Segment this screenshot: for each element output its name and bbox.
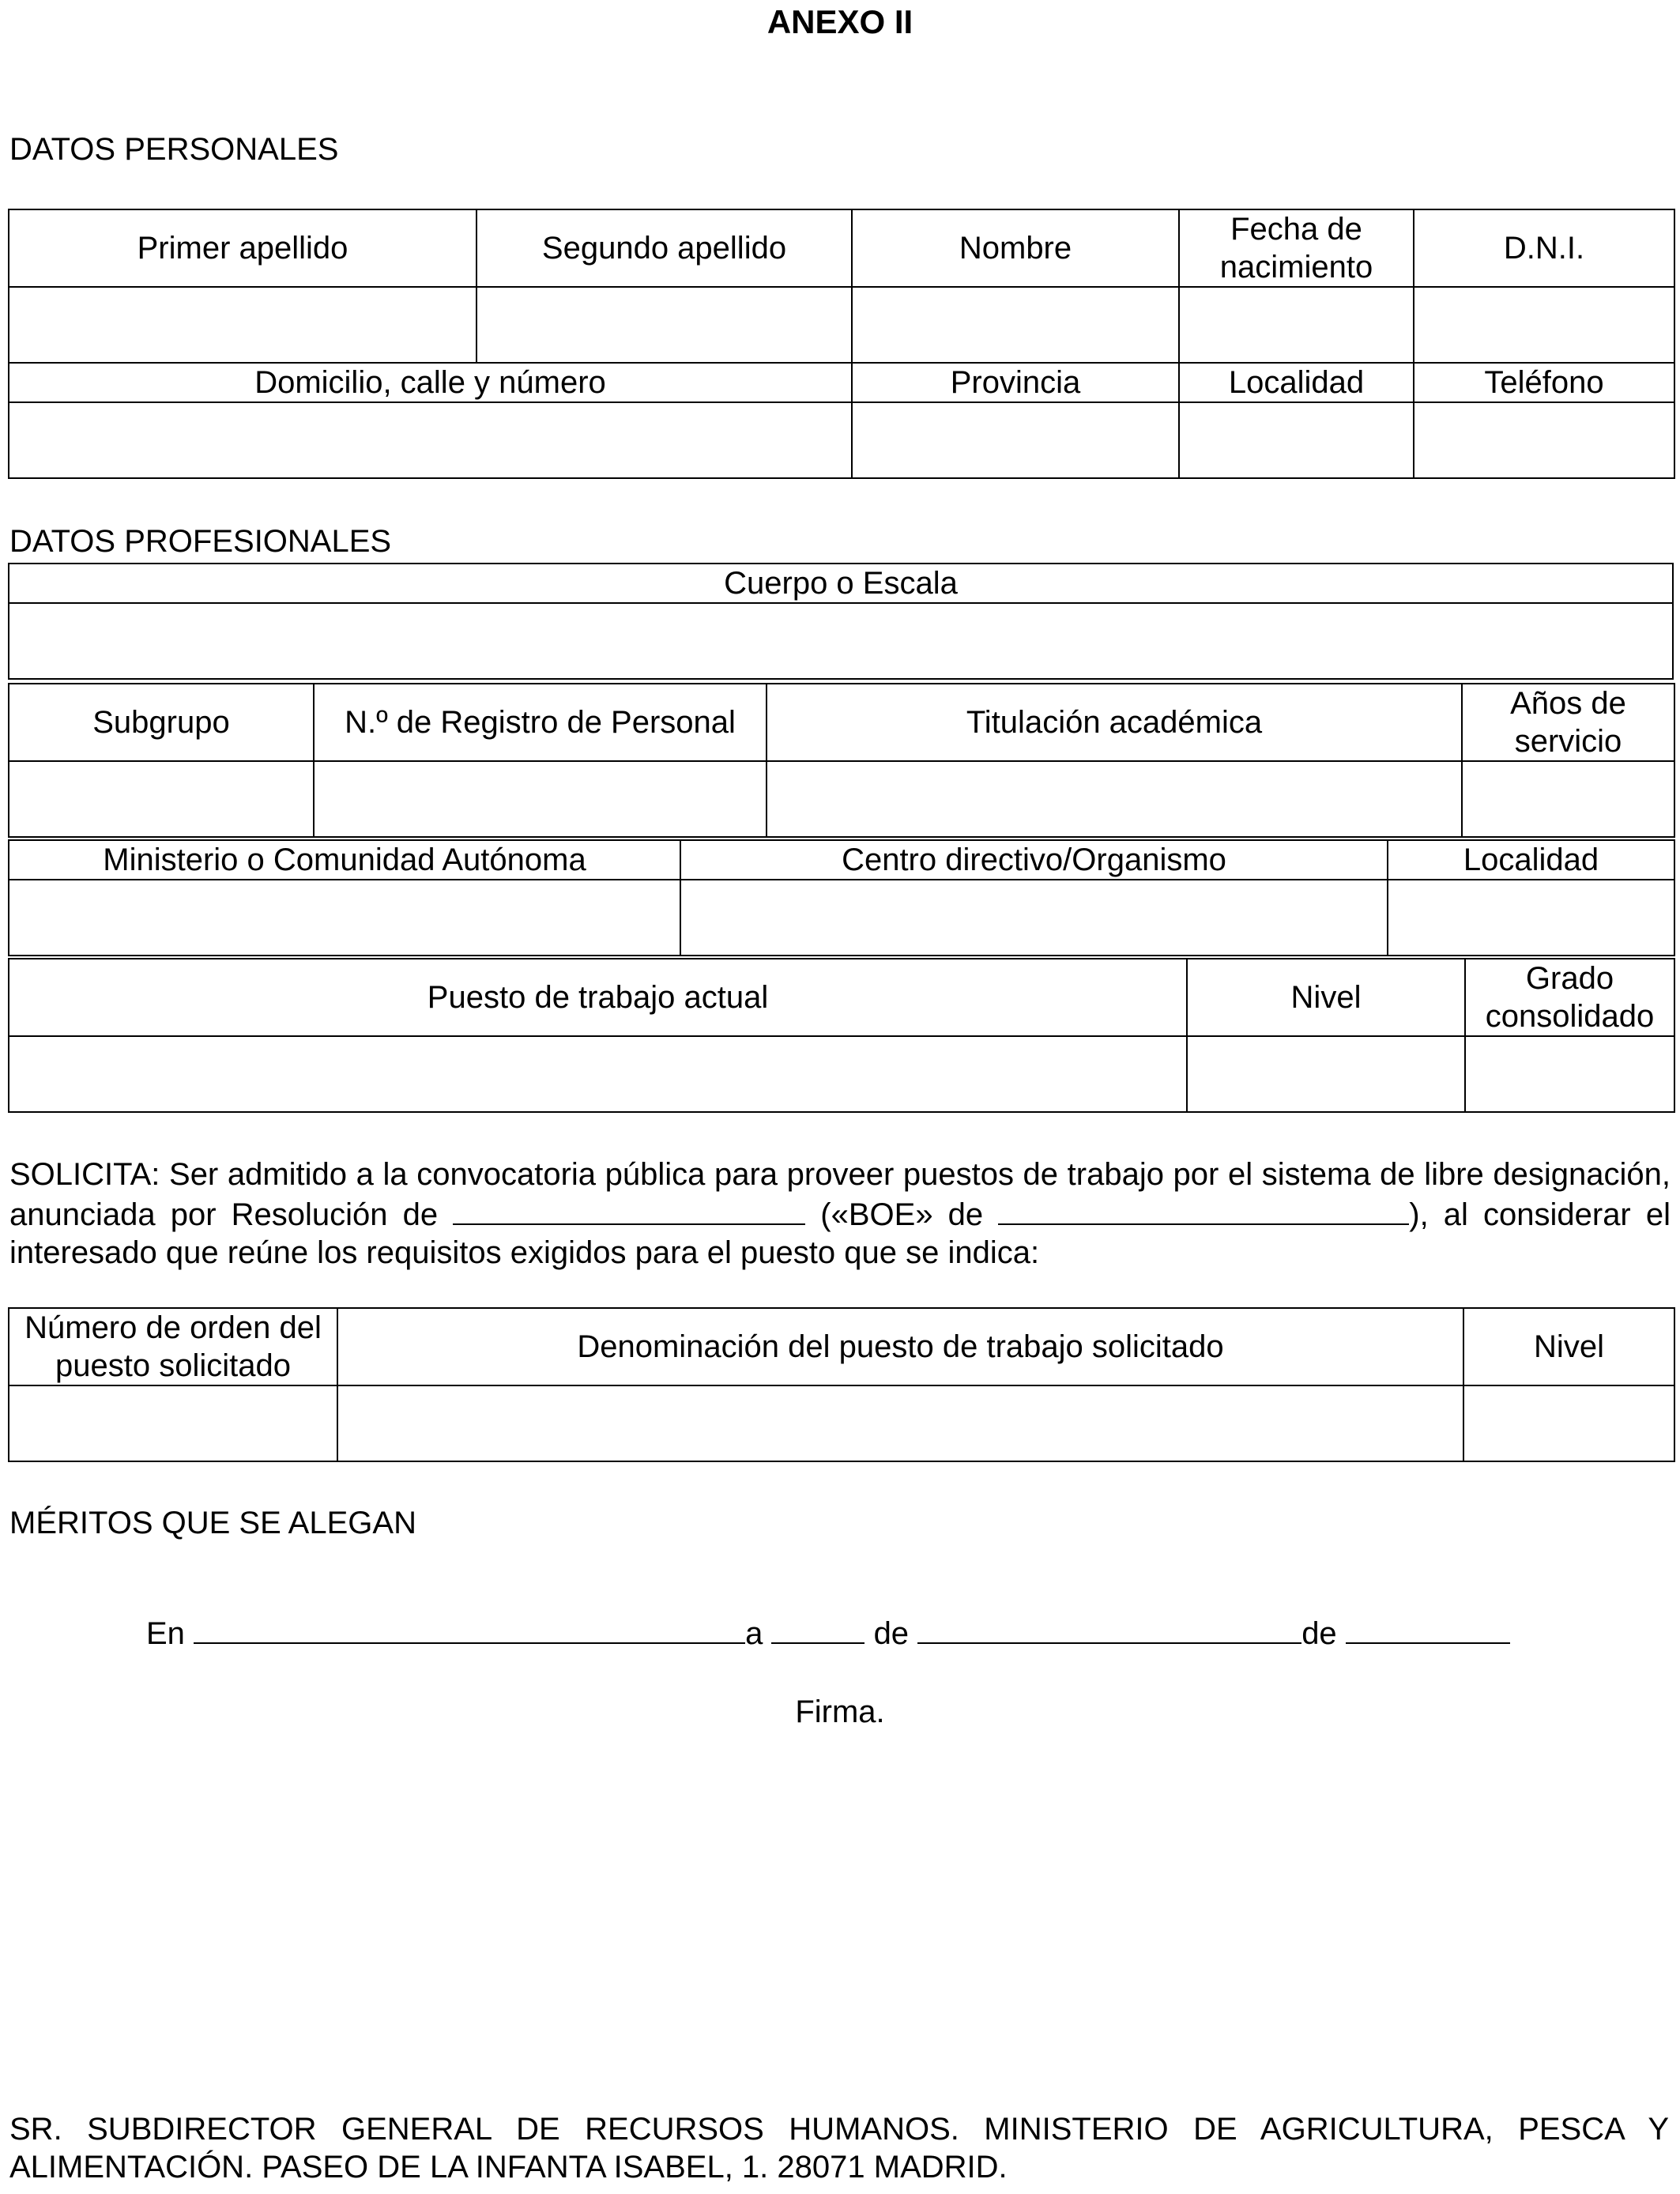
header-ministerio: Ministerio o Comunidad Autónoma: [9, 840, 680, 880]
professional-subgrupo-table: [8, 683, 1675, 838]
solicita-text-2: («BOE» de: [820, 1197, 984, 1232]
header-centro-directivo: Centro directivo/Organismo: [680, 840, 1388, 880]
date-de-label-2: de: [1301, 1616, 1337, 1651]
header-denominacion-puesto: Denominación del puesto de trabajo solicitado: [337, 1308, 1463, 1385]
field-anos-servicio[interactable]: [1462, 761, 1674, 837]
header-primer-apellido: Primer apellido: [9, 209, 477, 287]
header-dni: D.N.I.: [1414, 209, 1674, 287]
field-nombre[interactable]: [852, 287, 1179, 363]
header-puesto-actual: Puesto de trabajo actual: [9, 959, 1187, 1036]
header-localidad: Localidad: [1179, 363, 1414, 402]
puesto-solicitado-table: [8, 1307, 1675, 1462]
solicita-text-3: ), al considerar el interesado que reúne los requisitos exigidos para el puesto que se indica:: [9, 1197, 1671, 1270]
field-registro-personal[interactable]: [314, 761, 767, 837]
header-segundo-apellido: Segundo apellido: [477, 209, 852, 287]
field-domicilio[interactable]: [9, 402, 852, 478]
page-title: ANEXO II: [767, 3, 913, 40]
header-nivel-actual: Nivel: [1187, 959, 1465, 1036]
field-subgrupo[interactable]: [9, 761, 314, 837]
header-registro-personal: N.º de Registro de Personal: [314, 684, 767, 761]
field-nivel-actual[interactable]: [1187, 1036, 1465, 1112]
date-de-label-1: de: [873, 1616, 910, 1651]
professional-puesto-table: [8, 958, 1675, 1113]
day-blank[interactable]: [771, 1612, 864, 1644]
date-line: [146, 1612, 1510, 1653]
field-fecha-nacimiento[interactable]: [1179, 287, 1414, 363]
field-localidad-prof[interactable]: [1388, 880, 1674, 956]
boe-date-blank[interactable]: [998, 1193, 1409, 1225]
field-denominacion-puesto[interactable]: [337, 1385, 1463, 1461]
addressee-footer: SR. SUBDIRECTOR GENERAL DE RECURSOS HUMANOS. MINISTERIO DE AGRICULTURA, PESCA Y ALIMENTACIÓN. PASEO DE LA INFANTA ISABEL, 1. 28071 MADRID.: [9, 2112, 1669, 2185]
field-puesto-actual[interactable]: [9, 1036, 1187, 1112]
header-numero-orden: Número de orden del puesto solicitado: [9, 1308, 337, 1385]
professional-ministerio-table: [8, 839, 1675, 956]
header-cuerpo-escala: Cuerpo o Escala: [9, 564, 1673, 603]
resolucion-blank[interactable]: [453, 1193, 805, 1225]
solicita-text-1: SOLICITA: Ser admitido a la convocatoria pública para proveer puestos de trabajo por el sistema de libre designación, anunciada por Resolución de: [9, 1157, 1671, 1232]
date-en-label: En: [146, 1616, 185, 1651]
field-dni[interactable]: [1414, 287, 1674, 363]
header-titulacion: Titulación académica: [767, 684, 1462, 761]
section-datos-personales: DATOS PERSONALES: [9, 132, 339, 167]
header-anos-servicio: Años de servicio: [1462, 684, 1674, 761]
header-provincia: Provincia: [852, 363, 1179, 402]
field-primer-apellido[interactable]: [9, 287, 477, 363]
solicita-paragraph: [9, 1155, 1671, 1272]
header-domicilio: Domicilio, calle y número: [9, 363, 852, 402]
field-segundo-apellido[interactable]: [477, 287, 852, 363]
field-ministerio[interactable]: [9, 880, 680, 956]
date-a-label: a: [745, 1616, 763, 1651]
place-blank[interactable]: [194, 1612, 745, 1644]
field-centro-directivo[interactable]: [680, 880, 1388, 956]
field-nivel-solicitado[interactable]: [1463, 1385, 1674, 1461]
month-blank[interactable]: [917, 1612, 1301, 1644]
personal-data-table: [8, 209, 1675, 479]
field-provincia[interactable]: [852, 402, 1179, 478]
section-meritos: MÉRITOS QUE SE ALEGAN: [9, 1506, 416, 1540]
header-localidad-prof: Localidad: [1388, 840, 1674, 880]
header-fecha-nacimiento: Fecha de nacimiento: [1179, 209, 1414, 287]
signature-label: Firma.: [795, 1695, 885, 1729]
field-titulacion[interactable]: [767, 761, 1462, 837]
header-grado-consolidado: Grado consolidado: [1465, 959, 1674, 1036]
header-telefono: Teléfono: [1414, 363, 1674, 402]
field-telefono[interactable]: [1414, 402, 1674, 478]
field-numero-orden[interactable]: [9, 1385, 337, 1461]
header-nivel-solicitado: Nivel: [1463, 1308, 1674, 1385]
field-cuerpo-escala[interactable]: [9, 603, 1673, 679]
section-datos-profesionales: DATOS PROFESIONALES: [9, 524, 392, 559]
field-localidad[interactable]: [1179, 402, 1414, 478]
field-grado-consolidado[interactable]: [1465, 1036, 1674, 1112]
header-nombre: Nombre: [852, 209, 1179, 287]
header-subgrupo: Subgrupo: [9, 684, 314, 761]
professional-cuerpo-table: [8, 563, 1674, 680]
year-blank[interactable]: [1346, 1612, 1510, 1644]
